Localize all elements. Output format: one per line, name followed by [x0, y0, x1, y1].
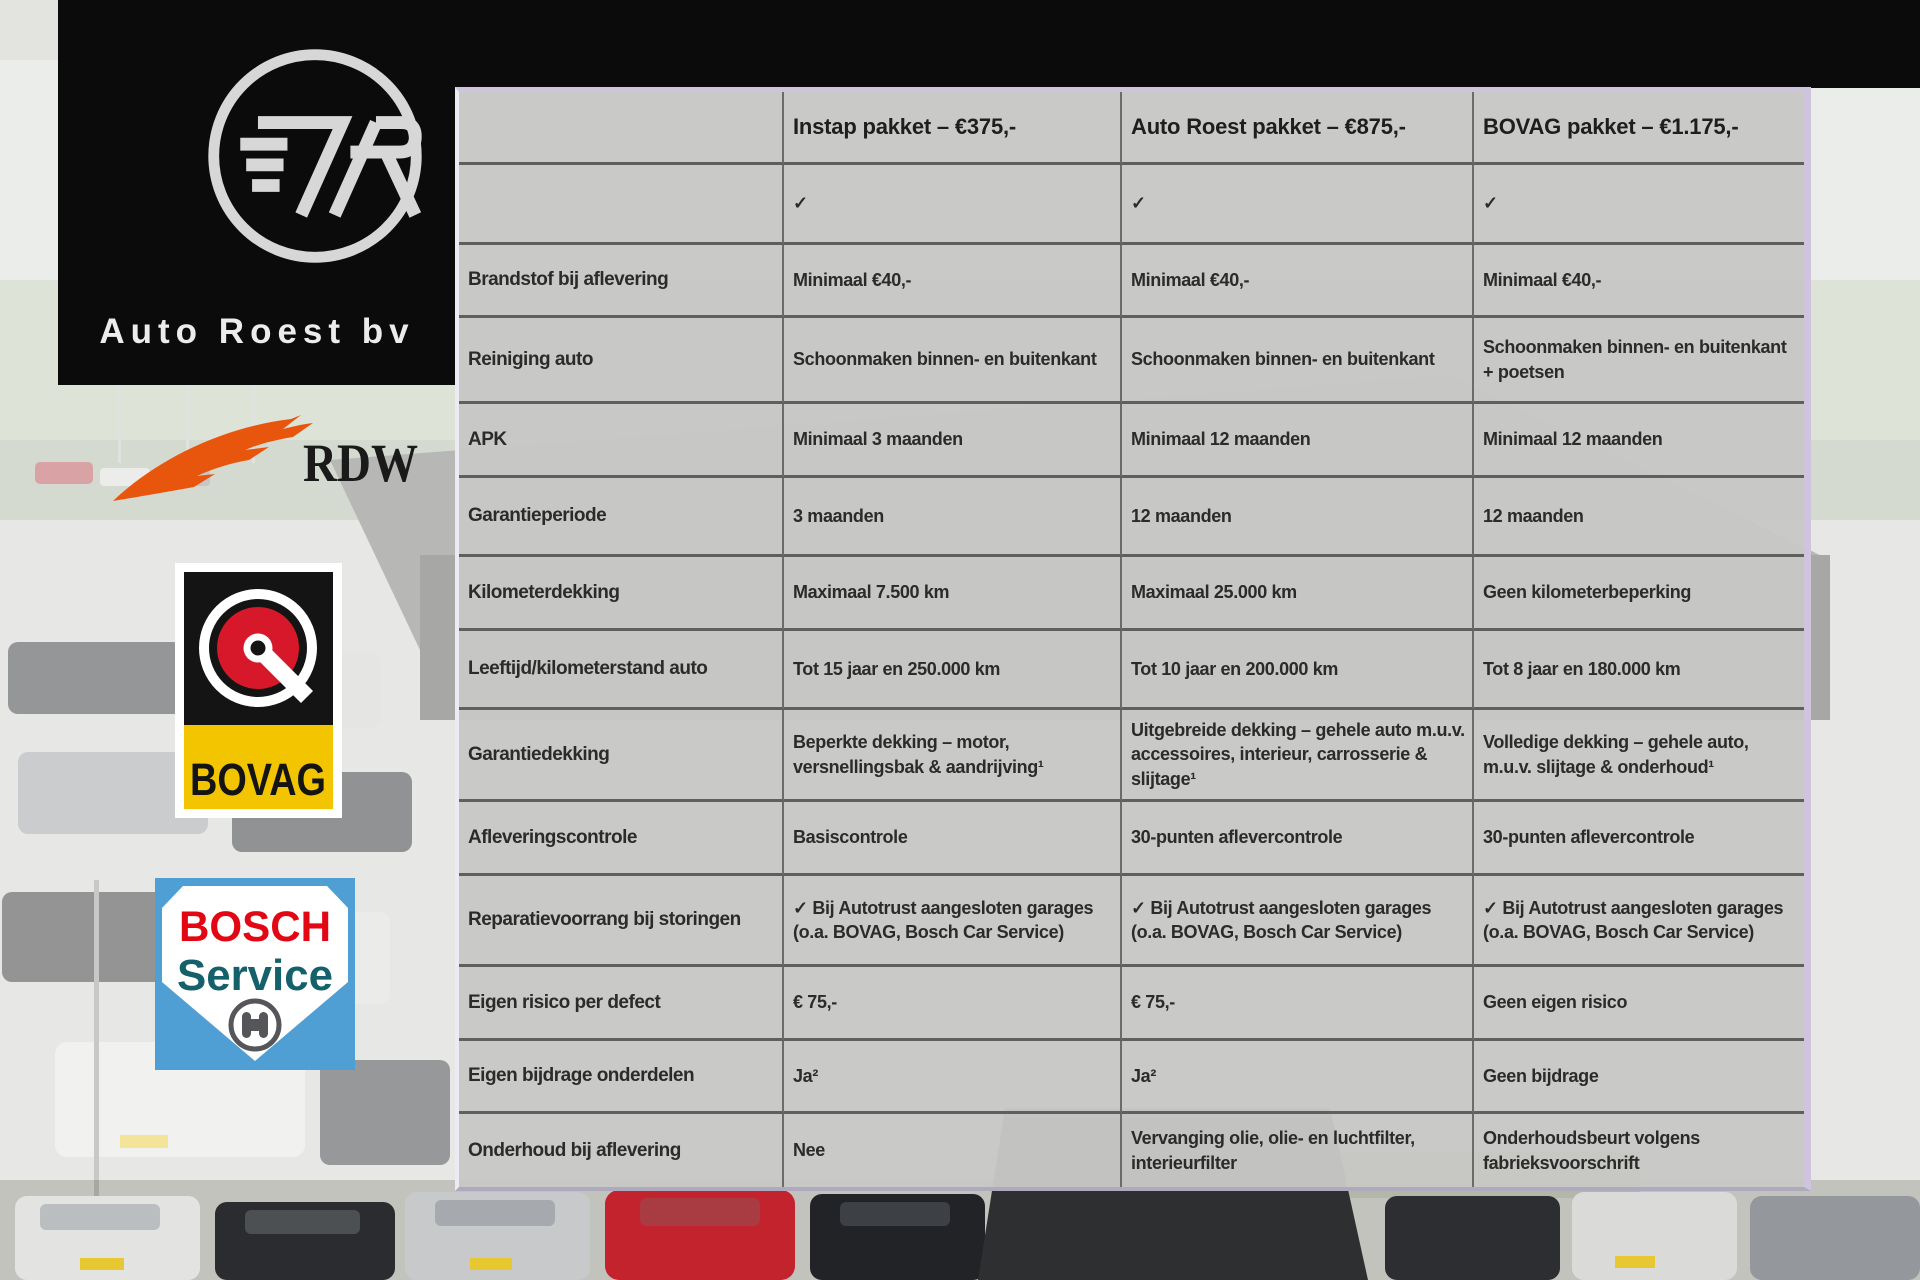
- row-label: Reparatievoorrang bij storingen: [459, 876, 784, 967]
- table-cell: 3 maanden: [784, 478, 1122, 557]
- table-cell: Minimaal 12 maanden: [1122, 404, 1474, 478]
- table-cell: Ja²: [784, 1041, 1122, 1114]
- table-cell: Schoonmaken binnen- en buitenkant: [1122, 318, 1474, 404]
- bovag-text: BOVAG: [190, 754, 326, 805]
- row-label: Eigen bijdrage onderdelen: [459, 1041, 784, 1114]
- table-cell: Schoonmaken binnen- en buitenkant + poetsen: [1474, 318, 1804, 404]
- table-cell: Minimaal 12 maanden: [1474, 404, 1804, 478]
- table-cell: Schoonmaken binnen- en buitenkant: [784, 318, 1122, 404]
- table-cell: € 75,-: [1122, 967, 1474, 1041]
- table-cell: ✓: [1122, 165, 1474, 245]
- table-cell: 30-punten aflevercontrole: [1474, 802, 1804, 876]
- row-label: Reiniging auto: [459, 318, 784, 404]
- row-label: Afleveringscontrole: [459, 802, 784, 876]
- bovag-wheel-icon: [204, 594, 312, 702]
- table-cell: ✓ Bij Autotrust aangesloten garages (o.a. BOVAG, Bosch Car Service): [1122, 876, 1474, 967]
- row-label: [459, 165, 784, 245]
- table-cell: Geen bijdrage: [1474, 1041, 1804, 1114]
- table-cell: Basiscontrole: [784, 802, 1122, 876]
- table-cell: Minimaal €40,-: [784, 245, 1122, 318]
- table-cell: 12 maanden: [1474, 478, 1804, 557]
- brand-name: Auto Roest bv: [99, 312, 415, 351]
- table-cell: Minimaal 3 maanden: [784, 404, 1122, 478]
- table-cell: 12 maanden: [1122, 478, 1474, 557]
- row-label: Brandstof bij aflevering: [459, 245, 784, 318]
- column-header: Instap pakket – €375,-: [784, 92, 1122, 165]
- column-header: Auto Roest pakket – €875,-: [1122, 92, 1474, 165]
- row-label: APK: [459, 404, 784, 478]
- table-cell: Onderhoudsbeurt volgens fabrieksvoorschrift: [1474, 1114, 1804, 1187]
- table-cell: Vervanging olie, olie- en luchtfilter, interieurfilter: [1122, 1114, 1474, 1187]
- table-cell: Maximaal 25.000 km: [1122, 557, 1474, 631]
- row-label: Garantiedekking: [459, 710, 784, 802]
- table-cell: Maximaal 7.500 km: [784, 557, 1122, 631]
- table-cell: Beperkte dekking – motor, versnellingsbak & aandrijving¹: [784, 710, 1122, 802]
- table-cell: 30-punten aflevercontrole: [1122, 802, 1474, 876]
- rdw-text: RDW: [303, 433, 418, 493]
- rdw-wing-icon: [113, 415, 313, 501]
- column-header: BOVAG pakket – €1.175,-: [1474, 92, 1804, 165]
- table-cell: Tot 8 jaar en 180.000 km: [1474, 631, 1804, 710]
- table-cell: Geen eigen risico: [1474, 967, 1804, 1041]
- table-cell: € 75,-: [784, 967, 1122, 1041]
- table-cell: ✓ Bij Autotrust aangesloten garages (o.a. BOVAG, Bosch Car Service): [784, 876, 1122, 967]
- table-cell: Minimaal €40,-: [1122, 245, 1474, 318]
- row-label: Leeftijd/kilometerstand auto: [459, 631, 784, 710]
- table-cell: ✓: [784, 165, 1122, 245]
- rdw-logo: [105, 413, 425, 518]
- table-cell: Tot 10 jaar en 200.000 km: [1122, 631, 1474, 710]
- package-comparison-table: [455, 87, 1811, 1191]
- table-cell: Tot 15 jaar en 250.000 km: [784, 631, 1122, 710]
- table-cell: Ja²: [1122, 1041, 1474, 1114]
- table-cell: Nee: [784, 1114, 1122, 1187]
- row-label: Onderhoud bij aflevering: [459, 1114, 784, 1187]
- bovag-logo: [175, 563, 342, 823]
- table-cell: ✓: [1474, 165, 1804, 245]
- row-label: Kilometerdekking: [459, 557, 784, 631]
- row-label: Garantieperiode: [459, 478, 784, 557]
- corner-cell: [459, 92, 784, 165]
- table-cell: Volledige dekking – gehele auto, m.u.v. slijtage & onderhoud¹: [1474, 710, 1804, 802]
- auto-roest-logo-icon: [197, 38, 433, 274]
- row-label: Eigen risico per defect: [459, 967, 784, 1041]
- table-cell: Uitgebreide dekking – gehele auto m.u.v. accessoires, interieur, carrosserie & slijtage¹: [1122, 710, 1474, 802]
- bosch-text: BOSCH: [179, 903, 331, 951]
- table-cell: ✓ Bij Autotrust aangesloten garages (o.a. BOVAG, Bosch Car Service): [1474, 876, 1804, 967]
- bosch-service-logo: [155, 878, 355, 1075]
- bosch-service-text: Service: [177, 951, 333, 1000]
- auto-roest-logo-box: [58, 0, 456, 385]
- table-cell: Minimaal €40,-: [1474, 245, 1804, 318]
- table-cell: Geen kilometerbeperking: [1474, 557, 1804, 631]
